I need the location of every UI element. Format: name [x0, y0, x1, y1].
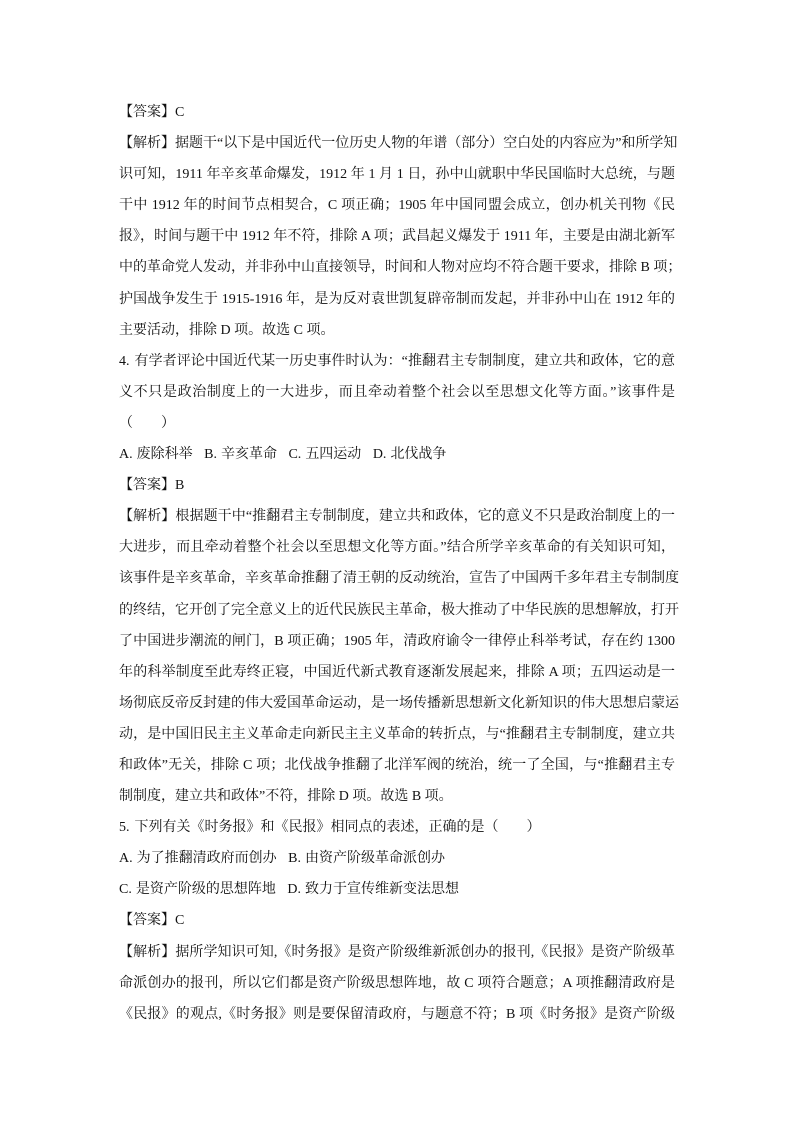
- option-letter: B.: [288, 851, 301, 867]
- analysis-line: [119, 128, 678, 159]
- analysis-line: 《民报》的观点,《时务报》则是要保留清政府，与题意不符；B 项《时务报》是资产阶级: [119, 1006, 675, 1022]
- analysis-line: 的终结，它开创了完全意义上的近代民族民主革命，极大推动了中华民族的思想解放，打开: [119, 602, 679, 618]
- analysis-line: 该事件是辛亥革命，辛亥革命推翻了清王朝的反动统治，宣告了中国两千多年君主专制制度: [119, 571, 679, 587]
- options-line: [119, 439, 675, 470]
- answer-value: C: [175, 913, 185, 929]
- analysis-label: 【解析】: [119, 944, 176, 960]
- question-4: [119, 346, 679, 812]
- answer-label: 【答案】: [119, 478, 175, 494]
- analysis-line: 年的科举制度至此寿终正寝，中国近代新式教育逐渐发展起来，排除 A 项；五四运动是一: [119, 664, 675, 680]
- question-number: 4.: [119, 353, 130, 369]
- analysis-line: 护国战争发生于 1915-1916 年，是为反对袁世凯复辟帝制而发起，并非孙中山在 1912 年的: [119, 291, 675, 307]
- option-text: 辛亥革命: [220, 447, 277, 463]
- option-c: [119, 882, 276, 897]
- question-stem-line: [119, 346, 675, 377]
- option-letter: C.: [119, 882, 132, 898]
- option-d: [373, 447, 447, 462]
- option-letter: D.: [372, 447, 387, 463]
- analysis-line: 报》，时间与题干中 1912 年不符，排除 A 项；武昌起义爆发于 1911 年，主要是由湖北新军: [119, 229, 675, 245]
- option-text: 五四运动: [305, 447, 362, 463]
- answer-value: C: [175, 105, 185, 120]
- option-text: 是资产阶级的思想阵地: [135, 882, 276, 898]
- analysis-line: 命派创办的报刊，所以它们都是资产阶级思想阵地，故 C 项符合题意；A 项推翻清政府是: [119, 975, 675, 991]
- answer-line: [119, 905, 675, 936]
- analysis-text: 据所学知识可知,《时务报》是资产阶级维新派创办的报刊,《民报》是资产阶级革: [175, 944, 676, 960]
- answer-label: 【答案】: [119, 913, 175, 929]
- analysis-line: 场彻底反帝反封建的伟大爱国革命运动，是一场传播新思想新文化新知识的伟大思想启蒙运: [119, 695, 679, 711]
- analysis-line: 动，是中国旧民主主义革命走向新民主主义革命的转折点，与“推翻君主专制制度，建立共: [119, 726, 675, 742]
- analysis-line: 和政体”无关，排除 C 项；北伐战争推翻了北洋军阀的统治，统一了全国，与“推翻君主专: [119, 757, 675, 773]
- option-letter: D.: [287, 882, 301, 898]
- option-text: 北伐战争: [390, 447, 447, 463]
- document-page: [119, 97, 682, 1030]
- analysis-line: [119, 937, 675, 968]
- analysis-line: 识可知，1911 年辛亥革命爆发，1912 年 1 月 1 日，孙中山就职中华民国临时大总统，与题: [119, 167, 675, 183]
- question-stem-text: 有学者评论中国近代某一历史事件时认为：“推翻君主专制制度，建立共和政体，它的意: [134, 353, 675, 369]
- option-b: [288, 851, 445, 866]
- option-letter: A.: [119, 851, 133, 867]
- answer-value: B: [175, 478, 185, 494]
- option-a: [119, 447, 193, 462]
- option-letter: B.: [204, 447, 217, 463]
- option-c: [288, 447, 361, 462]
- options-line: [119, 843, 675, 874]
- question-stem-text: 下列有关《时务报》和《民报》相同点的表述，正确的是（ ）: [134, 820, 541, 836]
- option-a: [119, 851, 277, 866]
- analysis-label: 【解析】: [119, 509, 176, 525]
- options-line: [119, 874, 675, 905]
- answer-line: [119, 470, 675, 501]
- analysis-text: 根据题干中“推翻君主专制制度，建立共和政体，它的意义不只是政治制度上的一: [175, 509, 675, 525]
- analysis-line: 中的革命党人发动，并非孙中山直接领导，时间和人物对应均不符合题干要求，排除 B 项；: [119, 260, 682, 276]
- analysis-line: 主要活动，排除 D 项。故选 C 项。: [119, 322, 335, 338]
- question-3-solution: [119, 97, 682, 346]
- analysis-line: 了中国进步潮流的闸门，B 项正确；1905 年，清政府谕令一律停止科举考试，存在约 1300: [119, 633, 675, 649]
- analysis-line: [119, 501, 675, 532]
- analysis-line: 大进步，而且牵动着整个社会以至思想文化等方面。”结合所学辛亥革命的有关知识可知，: [119, 540, 675, 556]
- answer-line: [119, 97, 675, 128]
- question-5: [119, 812, 675, 1030]
- option-text: 致力于宣传维新变法思想: [304, 882, 459, 898]
- option-text: 为了推翻清政府而创办: [136, 851, 277, 867]
- analysis-line: 干中 1912 年的时间节点相契合，C 项正确；1905 年中国同盟会成立，创办机关刊物《民: [119, 198, 675, 214]
- analysis-text: 据题干“以下是中国近代一位历史人物的年谱（部分）空白处的内容应为”和所学知: [175, 136, 678, 152]
- option-text: 由资产阶级革命派创办: [304, 851, 445, 867]
- question-stem-line: [119, 812, 675, 843]
- option-letter: A.: [119, 447, 133, 463]
- option-d: [287, 882, 459, 897]
- option-b: [204, 447, 277, 462]
- option-letter: C.: [288, 447, 302, 463]
- analysis-line: 制制度，建立共和政体”不符，排除 D 项。故选 B 项。: [119, 789, 453, 805]
- question-number: 5.: [119, 820, 130, 836]
- option-text: 废除科举: [136, 447, 193, 463]
- answer-blank: （ ）: [119, 415, 175, 431]
- answer-label: 【答案】: [119, 105, 175, 120]
- question-stem-line: 义不只是政治制度上的一大进步，而且牵动着整个社会以至思想文化等方面。”该事件是: [119, 384, 675, 400]
- analysis-label: 【解析】: [119, 136, 175, 152]
